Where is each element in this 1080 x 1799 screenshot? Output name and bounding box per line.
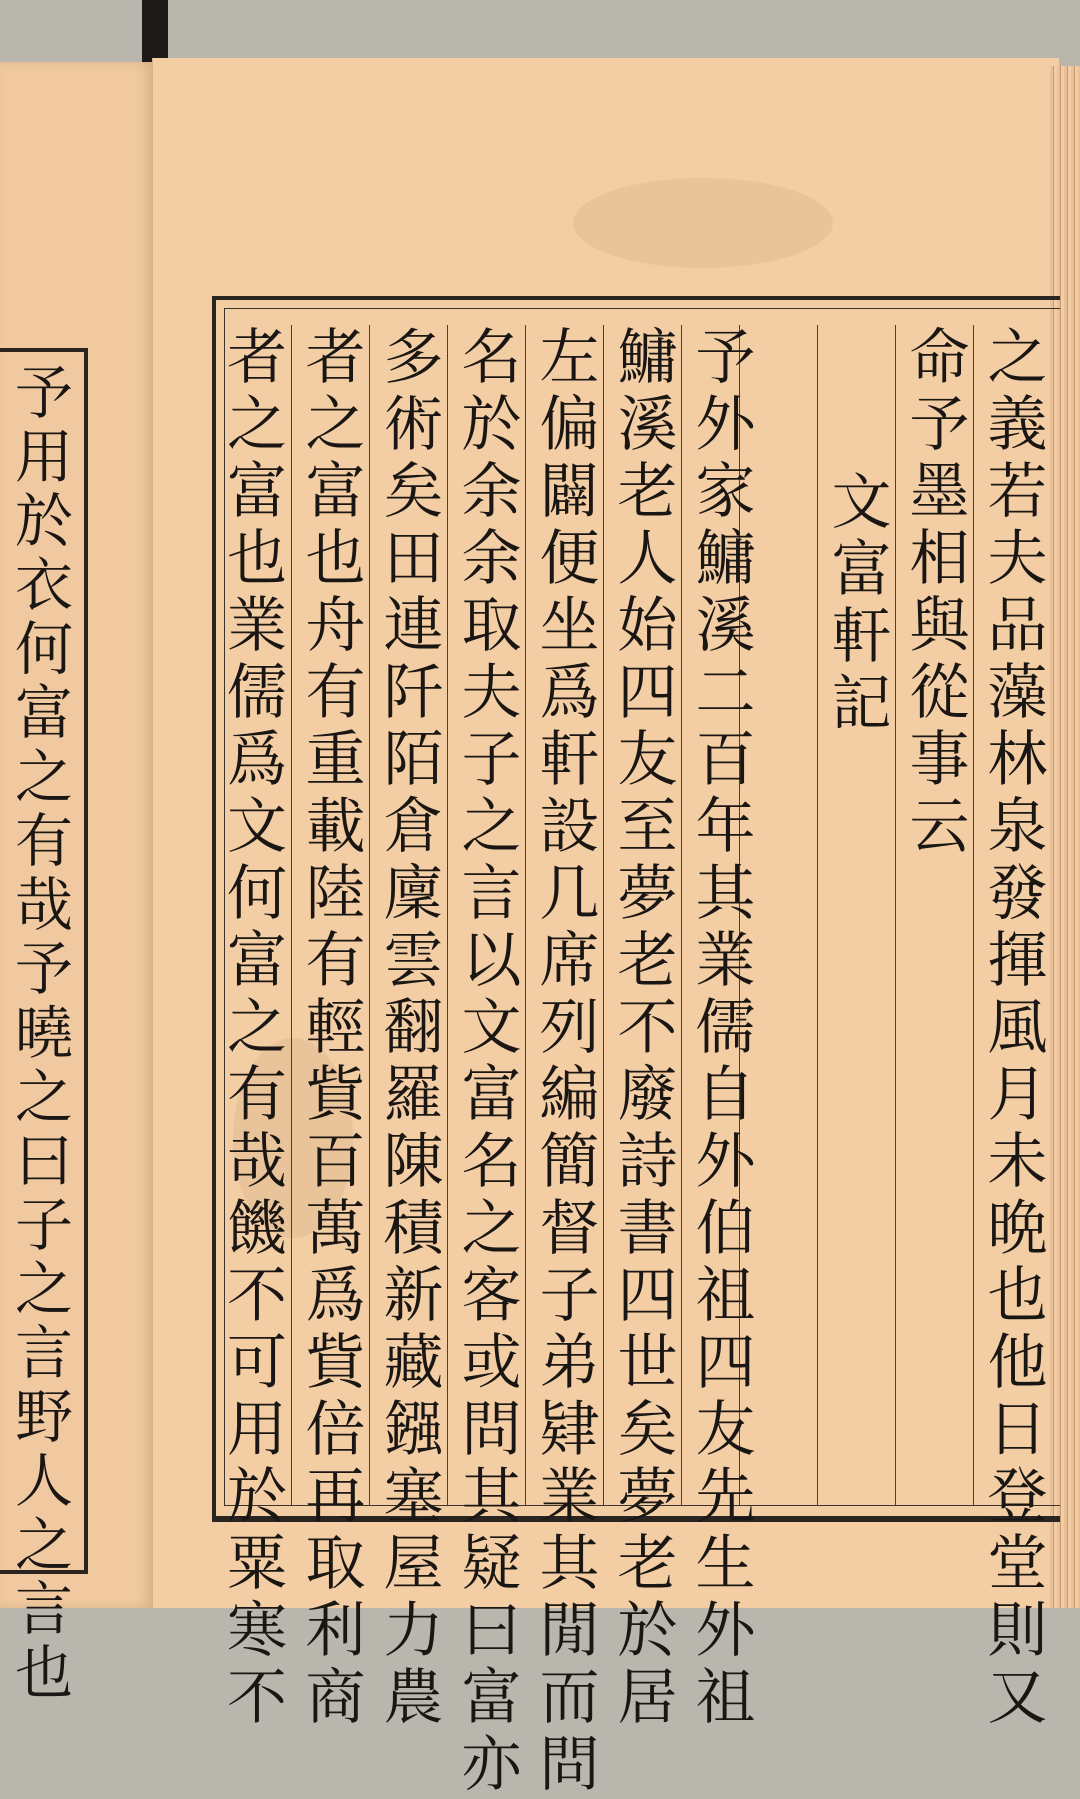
text-column-8 <box>447 325 525 1799</box>
text-frame <box>212 296 1060 1799</box>
text-column-7 <box>525 325 603 1799</box>
text-column-2 <box>895 325 973 1505</box>
column-text: 左偏闢便坐爲軒設几席列編簡督子弟肄業其閒而問 <box>529 325 600 1799</box>
text-frame-inner <box>217 308 1060 1799</box>
book-spine <box>142 0 168 64</box>
left-text-column <box>0 362 78 1706</box>
left-page <box>0 62 154 1706</box>
column-text: 予外家鱅溪二百年其業儒自外伯祖四友先生外祖 <box>685 325 756 1732</box>
text-column-10 <box>291 325 369 1732</box>
column-text: 之義若夫品藻林泉發揮風月未晩也他日登堂則又 <box>977 325 1048 1732</box>
section-title-column <box>817 325 895 1505</box>
section-title: 文富軒記 <box>821 470 892 738</box>
text-column-1 <box>973 325 1051 1732</box>
column-text: 命予墨相與從事云 <box>899 325 970 861</box>
column-text: 多術矣田連阡陌倉廩雲翻羅陳積新藏鏹塞屋力農 <box>373 325 444 1732</box>
text-column-9 <box>369 325 447 1732</box>
left-column-text: 予用於衣何富之有哉予曉之曰子之言野人之言也 <box>5 362 73 1706</box>
text-column-5 <box>681 325 759 1732</box>
column-text: 者之富也業儒爲文何富之有哉饑不可用於粟寒不 <box>217 325 287 1732</box>
column-text: 名於余余取夫子之言以文富名之客或問其疑曰富亦 <box>451 325 522 1799</box>
text-column-6 <box>603 325 681 1732</box>
column-text: 者之富也舟有重載陸有輕貲百萬爲貲倍再取利商 <box>295 325 366 1732</box>
text-column-11 <box>213 325 291 1732</box>
column-text: 鱅溪老人始四友至夢老不廢詩書四世矣夢老於居 <box>607 325 678 1732</box>
